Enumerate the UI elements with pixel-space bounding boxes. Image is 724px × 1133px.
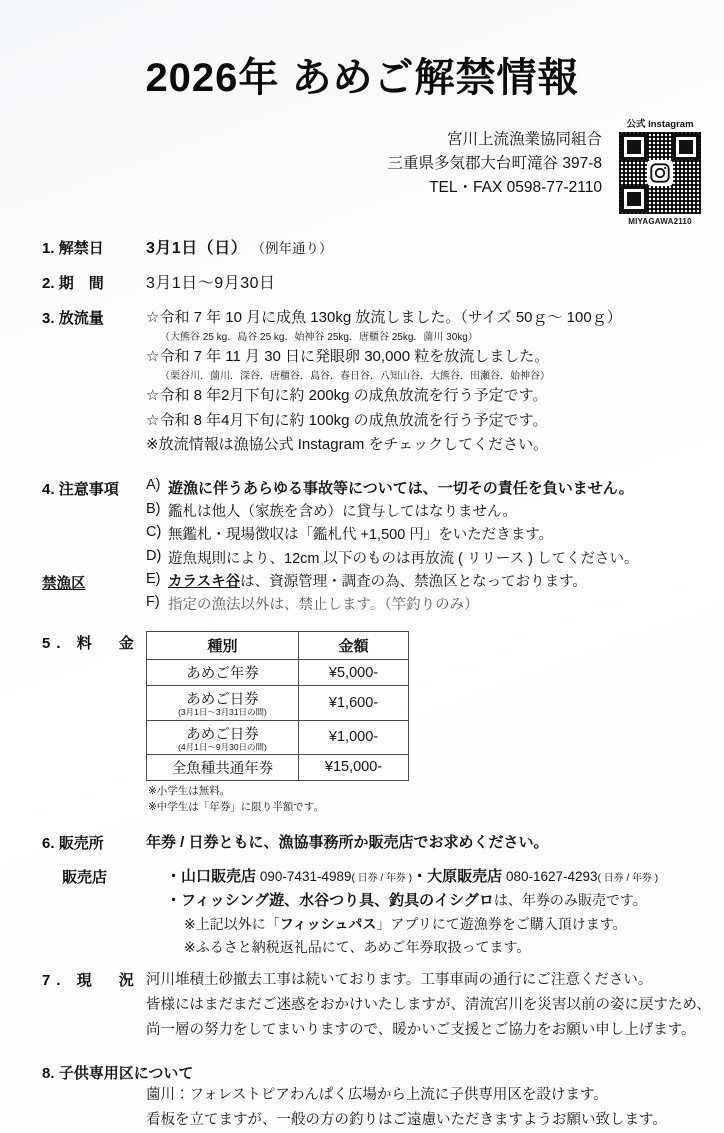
section-4-label: 4. 注意事項 <box>42 481 119 499</box>
section-children-area <box>42 1062 710 1133</box>
notice-item-d <box>42 548 710 571</box>
stocking-line-2: ☆令和 7 年 11 月 30 日に発眼卵 30,000 粒を放流しました。 <box>146 348 550 366</box>
notice-text-e <box>168 571 710 594</box>
notice-mark-d: D) <box>146 547 162 564</box>
qr-caption: MIYAGAWA2110 <box>628 217 692 226</box>
period-value: 3月1日〜9月30日 <box>146 274 276 292</box>
header-block <box>0 100 724 226</box>
no-fishing-zone-label: 禁漁区 <box>42 575 86 592</box>
shop-annual-only-rest: は、年券のみ販売です。 <box>493 892 647 909</box>
sales-note-fishpass: ※上記以外に「フィッシュパス」アプリにて遊漁券をご購入頂けます。 <box>184 916 627 933</box>
notice-text-f: 指定の漁法以外は、禁止します。（竿釣りのみ） <box>168 597 479 614</box>
org-telephone: TEL・FAX 0598-77-2110 <box>429 179 602 197</box>
table-row <box>147 720 409 754</box>
shop-yamaguchi-tel: 090-7431-4989 <box>259 868 352 884</box>
org-name: 宮川上流漁業協同組合 <box>446 131 602 148</box>
no-fishing-zone-name: カラスキ谷 <box>168 573 241 590</box>
fishpass-app-name: フィッシュパス <box>279 916 377 933</box>
children-area-line-1: 薗川：フォレストピアわんぱく広場から上流に子供専用区を設けます。 <box>146 1087 608 1104</box>
fee-price-cell: ¥1,600- <box>299 686 409 720</box>
section-2-label: 2. 期 間 <box>42 274 104 292</box>
section-8-label: 8. 子供専用区について <box>42 1065 194 1083</box>
notice-item-c <box>42 524 710 547</box>
section-sales-shops <box>42 865 710 959</box>
status-line-1: 河川堆積土砂撤去工事は続いております。工事車両の通行にご注意ください。 <box>146 971 653 988</box>
fee-kind-cell: あめご日券 (4月1日〜9月30日の間) <box>147 720 299 754</box>
shop-yamaguchi-ticket-types: ( 日券 / 年券 ) <box>351 872 413 884</box>
shop-line-phone <box>166 865 710 889</box>
stocking-line-1: ☆令和 7 年 10 月に成魚 130kg 放流しました。（サイズ 50ｇ〜 100ｇ） <box>146 308 622 326</box>
stocking-line-4: ☆令和 8 年4月下旬に約 100kg の成魚放流を行う予定です。 <box>146 411 548 429</box>
stocking-rivers-1: （大熊谷 25 kg．島谷 25 kg．始神谷 25kg．唐櫃谷 25kg．薗川 30kg） <box>160 332 478 344</box>
status-line-3: 尚一層の努力をしてまいりますので、暖かいご支援とご協力をお願い申し上げます。 <box>146 1021 696 1038</box>
fee-table-header-row <box>147 632 409 660</box>
fee-price-cell: ¥15,000- <box>299 754 409 780</box>
notice-item-b <box>42 501 710 524</box>
shop-annual-only-names: ・フィッシング遊、水谷つり具、釣具のイシグロ <box>166 892 494 910</box>
section-notices <box>42 477 710 617</box>
document-body <box>0 226 724 1133</box>
qr-finder-bottom-left-icon <box>621 186 647 212</box>
notice-mark-c: C) <box>146 524 162 541</box>
section-6-label: 6. 販売所 <box>42 835 104 853</box>
section-opening-date <box>42 236 710 262</box>
shop-ohara-tel: 080-1627-4293 <box>505 868 598 884</box>
stocking-line-3: ☆令和 8 年2月下旬に約 200kg の成魚放流を行う予定です。 <box>146 387 548 405</box>
fee-kind-subnote: (4月1日〜9月30日の間) <box>178 741 267 752</box>
org-address: 三重県多気郡大台町滝谷 397-8 <box>387 155 602 173</box>
fee-kind-cell: 全魚種共通年券 <box>147 754 299 780</box>
qr-finder-top-left-icon <box>621 134 647 160</box>
fee-table <box>146 631 409 781</box>
fee-price-cell: ¥1,000- <box>299 720 409 754</box>
notice-item-a <box>42 477 710 501</box>
fee-col-kind: 種別 <box>147 632 299 660</box>
notice-text-c: 無鑑札・現場徴収は「鑑札代 +1,500 円」をいただきます。 <box>168 527 554 544</box>
fee-kind-subnote: (3月1日〜3月31日の間) <box>178 707 267 718</box>
shop-line-annual-only <box>166 889 710 913</box>
notice-mark-e: E) <box>146 570 161 587</box>
notice-item-f <box>42 594 710 617</box>
section-sales-offices <box>42 831 710 855</box>
fee-col-price: 金額 <box>299 632 409 660</box>
shop-ohara-ticket-types: ( 日券 / 年券 ) <box>597 872 659 884</box>
stocking-instagram-note: ※放流情報は漁協公式 Instagram をチェックしてください。 <box>146 436 549 453</box>
status-line-2: 皆様にはまだまだご迷惑をおかけいたしますが、清流宮川を災害以前の姿に戻すため、 <box>146 996 711 1013</box>
opening-date-value: 3月1日（日） <box>146 240 248 257</box>
table-row <box>147 754 409 780</box>
notice-text-b: 鑑札は他人（家族を含め）に貸与してはなりません。 <box>168 504 517 521</box>
section-current-status <box>42 968 710 1043</box>
organization-info <box>388 116 602 200</box>
qr-finder-top-right-icon <box>673 134 699 160</box>
children-area-line-2: 看板を立てますが、一般の方の釣りはご遠慮いただきますようお願い致します。 <box>146 1112 667 1129</box>
no-fishing-zone-rest: は、資源管理・調査の為、禁漁区となっております。 <box>240 573 587 590</box>
sales-note-furusato: ※ふるさと納税返礼品にて、あめご年券取扱ってます。 <box>184 938 531 955</box>
section-7-label: 7. 現 況 <box>42 971 140 989</box>
qr-column <box>614 116 706 226</box>
opening-date-note: （例年通り） <box>251 241 333 256</box>
shop-label: 販売店 <box>62 868 108 886</box>
shop-ohara-name: ・大原販売店 <box>412 867 503 885</box>
table-row <box>147 660 409 686</box>
notice-item-e <box>42 571 710 594</box>
section-stocking <box>42 306 710 457</box>
fee-kind-cell: あめご年券 <box>147 660 299 686</box>
fee-note-elementary: ※小学生は無料。 <box>148 784 231 797</box>
section-1-label: 1. 解禁日 <box>42 240 104 257</box>
table-row <box>147 686 409 720</box>
page-title: 2026年 あめご解禁情報 <box>145 56 579 100</box>
section-3-label: 3. 放流量 <box>42 309 104 327</box>
notice-mark-a: A) <box>146 477 161 494</box>
sales-lead-text: 年券 / 日券ともに、漁協事務所か販売店でお求めください。 <box>146 834 549 852</box>
fee-kind-cell: あめご日券 (3月1日〜3月31日の間) <box>147 686 299 720</box>
title-area <box>0 0 724 100</box>
instagram-qr-code[interactable] <box>619 132 701 214</box>
notice-mark-f: F) <box>146 594 160 611</box>
notice-text-d: 遊魚規則により、12cm 以下のものは再放流 ( リリース ) してください。 <box>168 550 639 567</box>
notice-text-a: 遊漁に伴うあらゆる事故等については、一切その責任を負いません。 <box>168 480 634 498</box>
instagram-icon <box>647 160 673 186</box>
section-fees <box>42 631 710 815</box>
section-5-label: 5. 料 金 <box>42 635 140 653</box>
stocking-rivers-2: （栗谷川．薗川．深谷．唐櫃谷．島谷．春日谷．八知山谷．大熊谷．田瀬谷．始神谷） <box>160 371 550 383</box>
notice-mark-b: B) <box>146 501 161 518</box>
fee-note-junior-high: ※中学生は「年券」に限り半額です。 <box>148 800 324 813</box>
qr-label: 公式 Instagram <box>626 119 694 130</box>
shop-yamaguchi-name: ・山口販売店 <box>166 867 257 885</box>
section-period <box>42 271 710 297</box>
fee-price-cell: ¥5,000- <box>299 660 409 686</box>
